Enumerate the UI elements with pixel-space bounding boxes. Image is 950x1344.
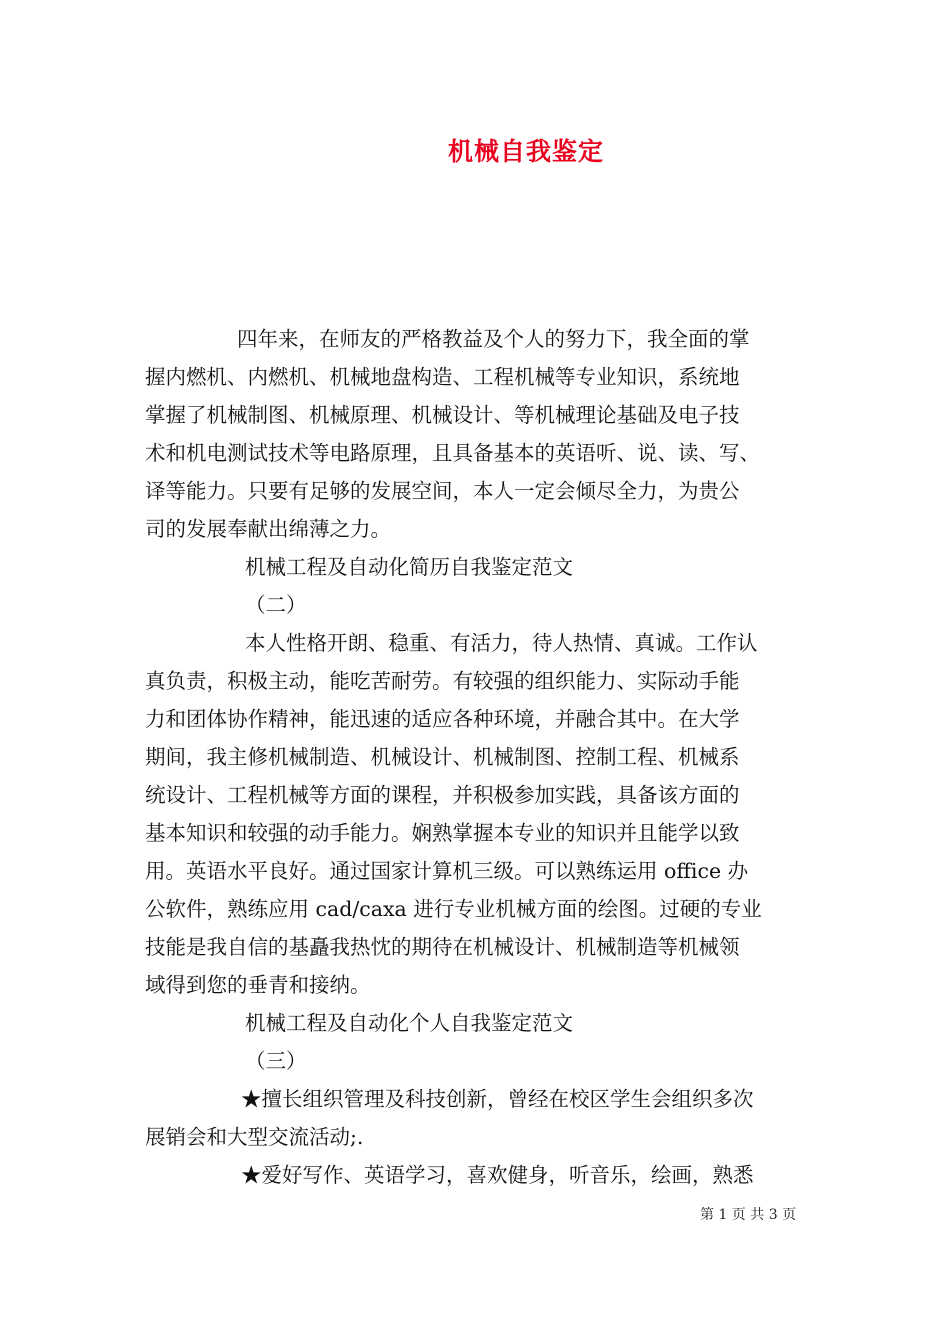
section-heading: 机械工程及自动化个人自我鉴定范文 <box>245 1011 573 1035</box>
paragraph-line: 用。英语水平良好。通过国家计算机三级。可以熟练运用 office 办 <box>145 859 749 883</box>
paragraph-line: 技能是我自信的基矗我热忱的期待在机械设计、机械制造等机械领 <box>145 935 740 959</box>
paragraph-line: 握内燃机、内燃机、机械地盘构造、工程机械等专业知识，系统地 <box>145 365 740 389</box>
paragraph-line: 期间，我主修机械制造、机械设计、机械制图、控制工程、机械系 <box>145 745 740 769</box>
section-heading: 机械工程及自动化简历自我鉴定范文 <box>245 555 573 579</box>
paragraph-line: 术和机电测试技术等电路原理，且具备基本的英语听、说、读、写、 <box>145 441 760 465</box>
paragraph-line: 司的发展奉献出绵薄之力。 <box>145 517 391 541</box>
paragraph-line: 展销会和大型交流活动;. <box>145 1125 364 1149</box>
paragraph-line: 四年来，在师友的严格教益及个人的努力下，我全面的掌 <box>237 327 750 351</box>
page-footer: 第 1 页 共 3 页 <box>700 1207 797 1223</box>
paragraph-line: 力和团体协作精神，能迅速的适应各种环境，并融合其中。在大学 <box>145 707 740 731</box>
paragraph-line: 域得到您的垂青和接纳。 <box>145 973 371 997</box>
bullet-line: ★爱好写作、英语学习，喜欢健身，听音乐，绘画，熟悉 <box>241 1163 754 1187</box>
bullet-line: ★擅长组织管理及科技创新，曾经在校区学生会组织多次 <box>241 1087 754 1111</box>
document-title: 机械自我鉴定 <box>447 137 604 166</box>
paragraph-line: 本人性格开朗、稳重、有活力，待人热情、真诚。工作认 <box>245 631 758 655</box>
document-body <box>145 320 825 1194</box>
paragraph-line: 基本知识和较强的动手能力。娴熟掌握本专业的知识并且能学以致 <box>145 821 740 845</box>
section-number: （三） <box>245 1049 307 1073</box>
paragraph-line: 统设计、工程机械等方面的课程，并积极参加实践，具备该方面的 <box>145 783 740 807</box>
paragraph-line: 真负责，积极主动，能吃苦耐劳。有较强的组织能力、实际动手能 <box>145 669 740 693</box>
paragraph-line: 译等能力。只要有足够的发展空间，本人一定会倾尽全力，为贵公 <box>145 479 740 503</box>
paragraph-line: 公软件，熟练应用 cad/caxa 进行专业机械方面的绘图。过硬的专业 <box>145 897 762 921</box>
section-number: （二） <box>245 593 307 617</box>
paragraph-line: 掌握了机械制图、机械原理、机械设计、等机械理论基础及电子技 <box>145 403 740 427</box>
